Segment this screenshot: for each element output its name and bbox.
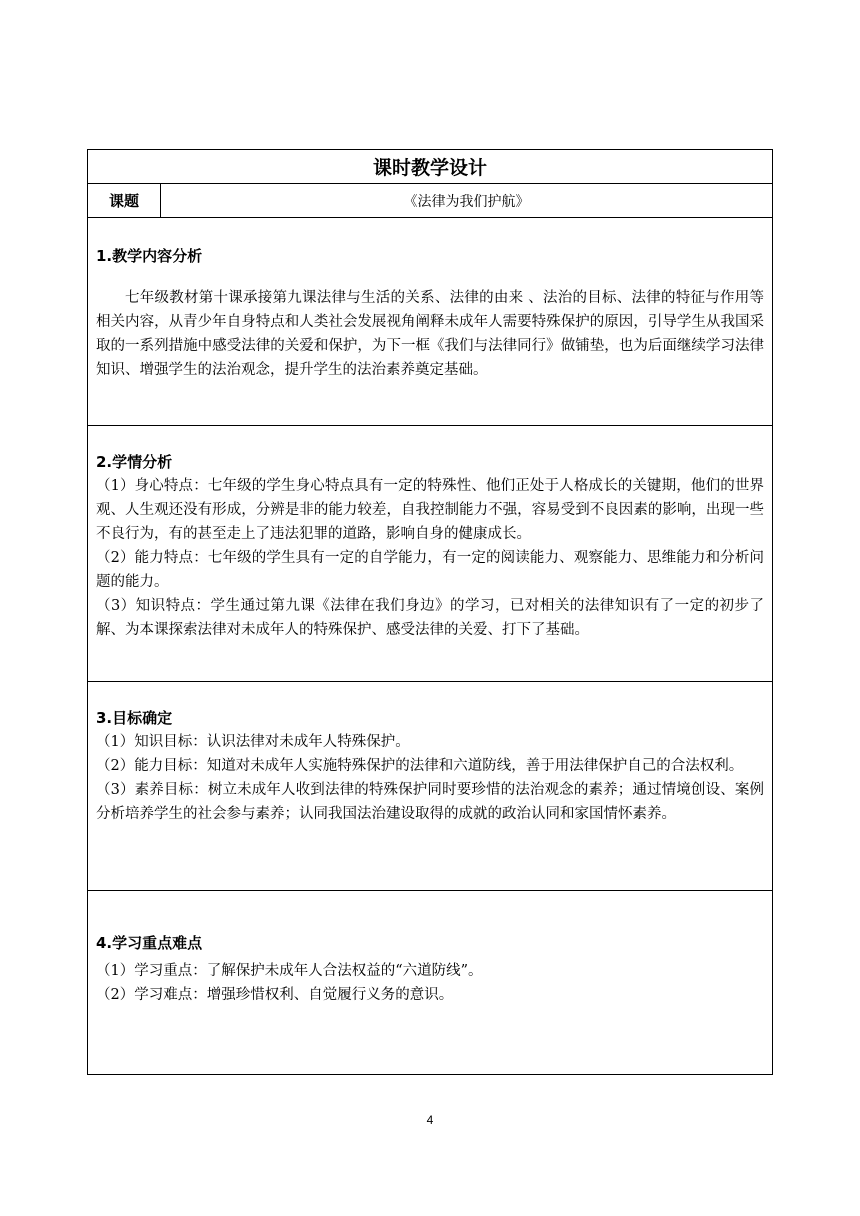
table-title: 课时教学设计 <box>88 150 773 184</box>
page-number: 4 <box>426 1113 434 1127</box>
section-paragraph: （3）素养目标：树立未成年人收到法律的特殊保护同时要珍惜的法治观念的素养；通过情境创设、案例分析培养学生的社会参与素养；认同我国法治建设取得的成就的政治认同和家国情怀素养。 <box>96 782 764 822</box>
section-paragraph: （2）能力目标：知道对未成年人实施特殊保护的法律和六道防线，善于用法律保护自己的合法权利。 <box>96 758 744 774</box>
section-content-analysis <box>88 218 773 426</box>
section-paragraph: （3）知识特点：学生通过第九课《法律在我们身边》的学习，已对相关的法律知识有了一定的初步了解、为本课探索法律对未成年人的特殊保护、感受法律的关爱、打下了基础。 <box>96 598 764 638</box>
section-paragraph: （1）学习重点：了解保护未成年人合法权益的“六道防线”。 <box>96 963 483 979</box>
section-heading: 2.学情分析 <box>96 453 173 471</box>
topic-label: 课题 <box>88 184 161 218</box>
section-paragraph: （1）身心特点：七年级的学生身心特点具有一定的特殊性、他们正处于人格成长的关键期，他们的世界观、人生观还没有形成，分辨是非的能力较差，自我控制能力不强，容易受到不良因素的影响，出现一些不良行为，有的甚至走上了违法犯罪的道路，影响自身的健康成长。 <box>96 478 764 542</box>
section-paragraph: （2）能力特点：七年级的学生具有一定的自学能力，有一定的阅读能力、观察能力、思维能力和分析问题的能力。 <box>96 550 764 590</box>
section-key-points <box>88 891 773 1075</box>
section-heading: 1.教学内容分析 <box>96 247 203 265</box>
section-student-analysis <box>88 426 773 682</box>
section-paragraph: （2）学习难点：增强珍惜权利、自觉履行义务的意识。 <box>96 987 454 1003</box>
topic-value: 《法律为我们护航》 <box>161 184 773 218</box>
section-heading: 3.目标确定 <box>96 709 173 727</box>
lesson-design-table <box>87 149 773 1075</box>
section-paragraph: （1）知识目标：认识法律对未成年人特殊保护。 <box>96 734 410 750</box>
section-objectives <box>88 682 773 891</box>
section-heading: 4.学习重点难点 <box>96 934 203 952</box>
section-paragraph: 七年级教材第十课承接第九课法律与生活的关系、法律的由来 、法治的目标、法律的特征与作用等相关内容，从青少年自身特点和人类社会发展视角阐释未成年人需要特殊保护的原因，引导学生从我国采取的一系列措施中感受法律的关爱和保护，为下一框《我们与法律同行》做铺垫，也为后面继续学习法律知识、增强学生的法治观念，提升学生的法治素养奠定基础。 <box>96 290 764 378</box>
